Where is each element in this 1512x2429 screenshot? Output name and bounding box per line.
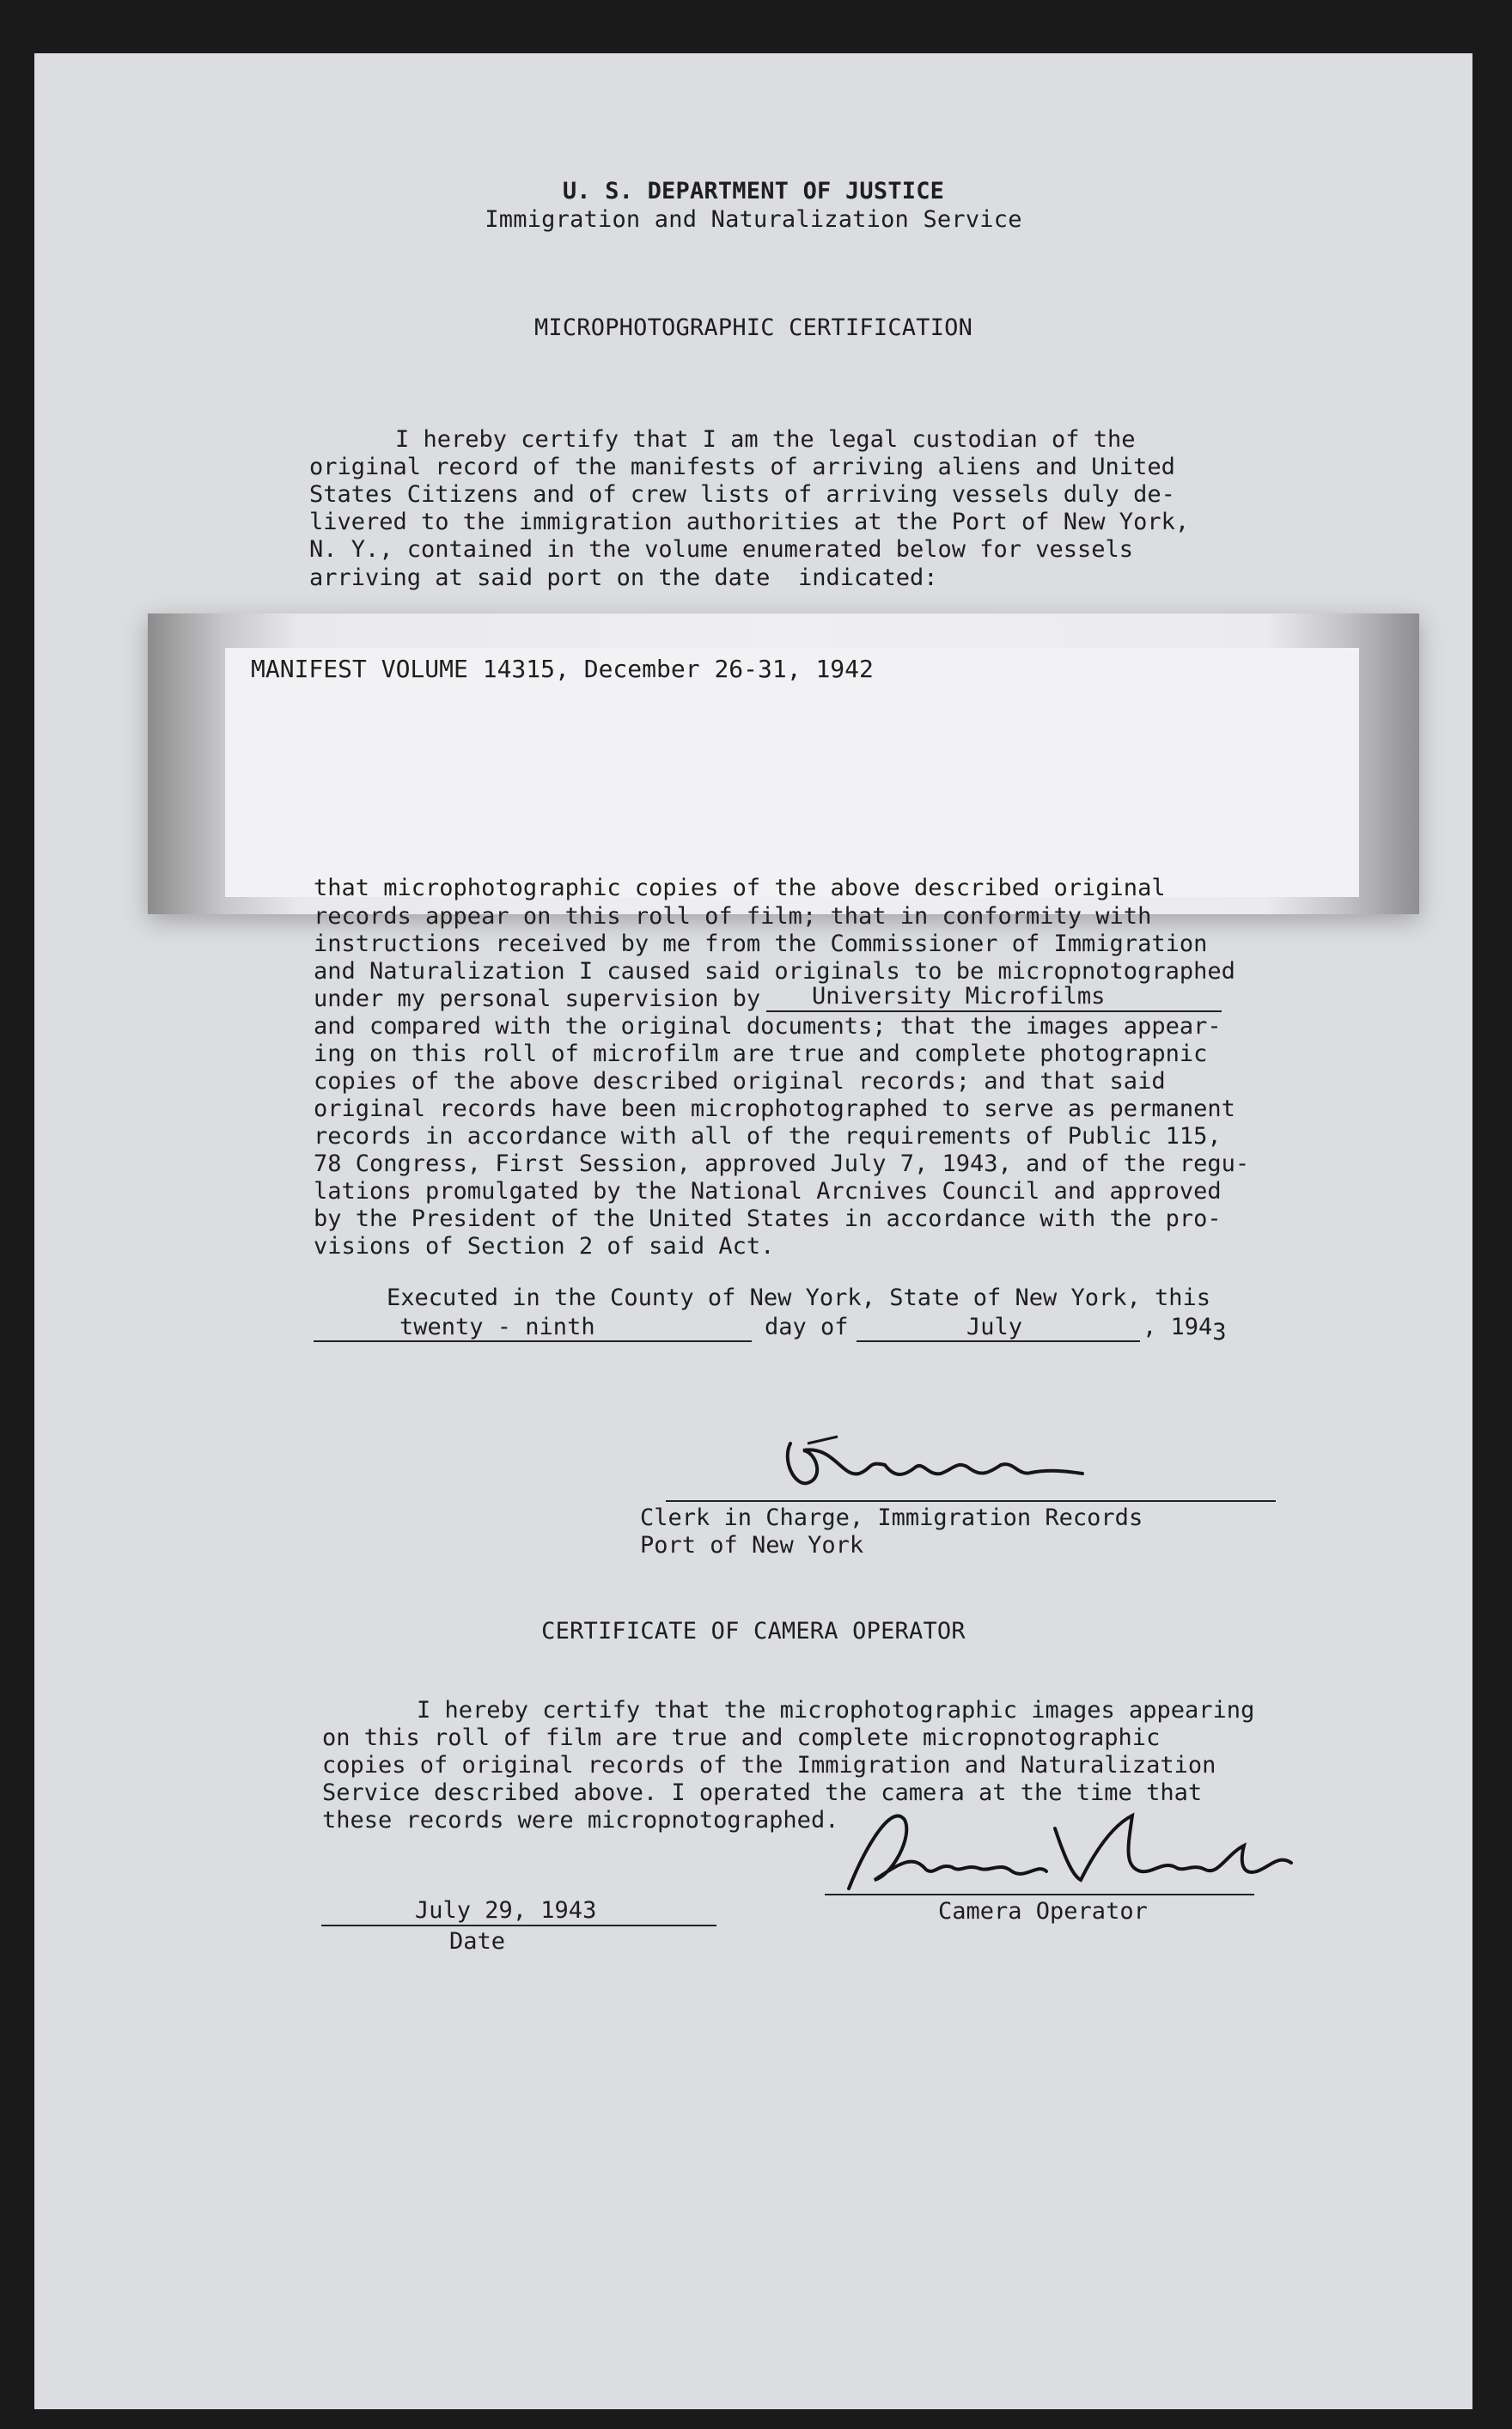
executed-year-digit: 3 [1212, 1319, 1227, 1346]
body-line: 78 Congress, First Session, approved July 7, 1943, and of the regu- [314, 1150, 1250, 1177]
operator-signature-line [825, 1894, 1254, 1895]
intro-line: States Citizens and of crew lists of arriving vessels duly de- [309, 481, 1175, 508]
body-line: that microphotographic copies of the above described original [314, 875, 1166, 901]
camera-operator-title: CERTIFICATE OF CAMERA OPERATOR [541, 1618, 966, 1645]
body-line: by the President of the United States in accordance with the pro- [314, 1205, 1222, 1232]
body-line: records in accordance with all of the requirements of Public 115, [314, 1123, 1222, 1150]
intro-line: N. Y., contained in the volume enumerated below for vessels [309, 536, 1134, 563]
body-line: original records have been microphotographed to serve as permanent [314, 1095, 1235, 1122]
manifest-volume: MANIFEST VOLUME 14315, December 26-31, 1942 [251, 655, 874, 683]
body-line: copies of the above described original records; and that said [314, 1068, 1166, 1095]
operator-label: Camera Operator [938, 1898, 1148, 1925]
body-line: lations promulgated by the National Arcnives Council and approved [314, 1178, 1222, 1205]
executed-text: Executed in the County of New York, State of New York, this [387, 1285, 1211, 1311]
body-line: instructions received by me from the Commissioner of Immigration [314, 931, 1208, 957]
supervisor-name: University Microfilms [812, 983, 1106, 1010]
department-heading: U. S. DEPARTMENT OF JUSTICE [562, 178, 945, 204]
month-underline [857, 1340, 1140, 1342]
document-title: MICROPHOTOGRAPHIC CERTIFICATION [533, 314, 973, 341]
camera-line: I hereby certify that the microphotographic images appearing [417, 1697, 1255, 1724]
date-label: Date [449, 1928, 506, 1955]
camera-line: Service described above. I operated the camera at the time that [322, 1779, 1203, 1806]
clerk-port: Port of New York [640, 1532, 864, 1559]
executed-month: July [966, 1314, 1023, 1340]
camera-line: on this roll of film are true and complete micropnotographic [322, 1724, 1161, 1751]
operator-signature [832, 1794, 1313, 1897]
volume-slip [148, 613, 1419, 914]
camera-line: these records were micropnotographed. [322, 1807, 839, 1834]
clerk-signature [756, 1426, 1134, 1504]
date-underline [321, 1925, 716, 1926]
day-underline [314, 1340, 752, 1342]
service-heading: Immigration and Naturalization Service [485, 206, 1022, 233]
intro-line: I hereby certify that I am the legal custodian of the [395, 426, 1136, 453]
intro-line: arriving at said port on the date indicated: [309, 565, 938, 591]
intro-line: original record of the manifests of arriving aliens and United [309, 454, 1175, 480]
operation-date: July 29, 1943 [415, 1897, 597, 1924]
body-line: visions of Section 2 of said Act. [314, 1233, 775, 1260]
body-line: ing on this roll of microfilm are true and complete photograpnic [314, 1041, 1208, 1067]
camera-line: copies of original records of the Immigration and Naturalization [322, 1752, 1216, 1779]
clerk-title: Clerk in Charge, Immigration Records [640, 1504, 1143, 1531]
body-line: and compared with the original documents; that the images appear- [314, 1013, 1222, 1040]
volume-slip-paper [225, 648, 1359, 897]
executed-day: twenty - ninth [399, 1314, 595, 1340]
body-line: records appear on this roll of film; that in conformity with [314, 903, 1152, 930]
body-line: under my personal supervision by [314, 986, 761, 1012]
clerk-signature-line [666, 1500, 1276, 1502]
day-of-label: day of [765, 1314, 849, 1340]
executed-year: , 1943 [1143, 1314, 1227, 1346]
certificate-page [34, 53, 1472, 2409]
body-line: and Naturalization I caused said originals to be micropnotographed [314, 958, 1235, 985]
intro-line: livered to the immigration authorities at the Port of New York, [309, 509, 1190, 535]
